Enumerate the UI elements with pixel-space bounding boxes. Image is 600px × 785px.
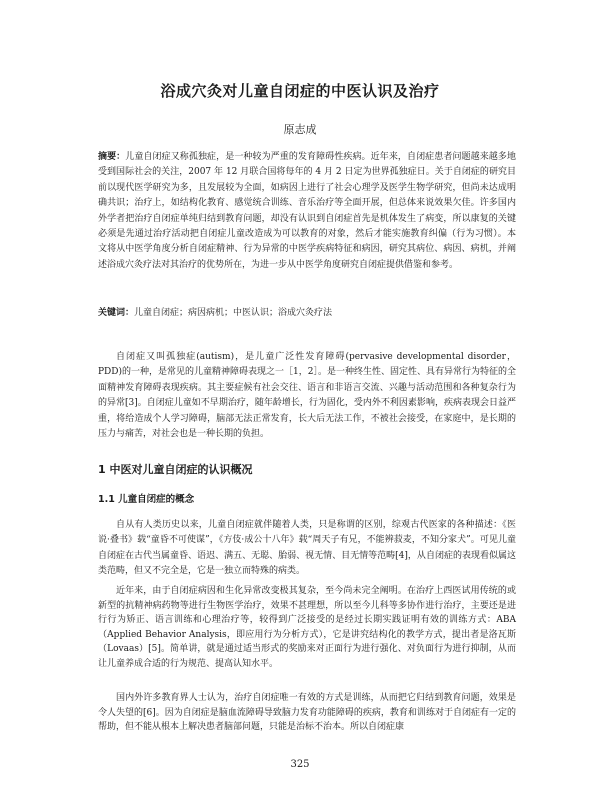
body-paragraph-3: 国内外许多教育界人士认为，治疗自闭症唯一有效的方式是训练，从而把它归结到教育问题，效果是令人失望的[6]。因为自闭症是脑血流障碍导致脑力发育功能障碍的疾病，教育和训练对于自闭症有一定的帮助，但不能从根本上解决患者脑部问题，只能是治标不治本。所以自闭症康: [98, 693, 516, 733]
keywords-label: 关键词：: [98, 308, 135, 318]
author-name: 原志成: [283, 123, 317, 136]
keywords: [98, 306, 516, 321]
body-paragraph-2: 近年来，由于自闭症病因和生化异常改变极其复杂，至今尚未完全阐明。在治疗上西医试用传统的或新型的抗精神病药物等进行生物医学治疗，效果不甚理想，所以至今儿科等多协作进行治疗，主要还是进行行为矫正、语言训练和心理治疗等，较得到广泛接受的是经过长期实践证明有效的训练方式：ABA（Applied Behavior Analysis，即应用行为分析方式），它是讲究结构化的教学方式，提出者是洛瓦斯（Lovaas）[5]。简单讲，就是通过适当形式的奖励来对正面行为进行强化、对负面行为进行抑制，从而让儿童养成合适的行为规范、提高认知水平。: [98, 586, 516, 669]
body-paragraph-1: 自从有人类历史以来，儿童自闭症就伴随着人类，只是称谓的区别，综观古代医家的各种描述：《医说·叠书》载“童昏不可使谋”，《方伎·成公十八年》载“周天子有兄，不能辨菽麦，不知分家犬”。可见儿童自闭症在古代当属童昏、语迟、满五、无聪、胎弱、视无情、目无情等范畴[4]，从自闭症的表现看似属这类范畴，但又不完全是，它是一独立而特殊的病类。: [98, 520, 516, 577]
abstract: [98, 150, 516, 273]
abstract-label: 摘要：: [98, 152, 126, 162]
keywords-text: 儿童自闭症；病因病机；中医认识；浴成穴灸疗法: [134, 308, 333, 318]
intro-paragraph: 自闭症又叫孤独症(autism)，是儿童广泛性发育障碍(pervasive developmental disorder，PDD)的一种，是常见的儿童精神障碍表现之一［1，2］。是一种终生性、固定性、具有异常行为特征的全面精神发育障碍表现疾病。其主要症候有社会交往、语言和非语言交流、兴趣与活动范围和各种复杂行为的异常[3]。自闭症儿童如不早期治疗，随年龄增长，行为固化，受内外不利因素影响，疾病表现会日益严重，将给造成个人学习障碍，脑部无法正常发育，长大后无法工作，不被社会接受，在家庭中，是长期的压力与痛苦，对社会也是一种长期的负担。: [98, 352, 516, 440]
page-number: 325: [290, 759, 310, 770]
article-title: 浴成穴灸对儿童自闭症的中医认识及治疗: [160, 82, 440, 100]
section-heading: 1 中医对儿童自闭症的认识概况: [98, 463, 253, 476]
subsection-heading: 1.1 儿童自闭症的概念: [98, 494, 195, 505]
abstract-text: 儿童自闭症又称孤独症，是一种较为严重的发育障碍性疾病。近年来，自闭症患者问题越来越多地受到国际社会的关注，2007 年 12 月联合国将每年的 4 月 2 日定为世界孤独症日。关于自闭症的研究目前以现代医学研究为多，且发展较为全面，如病因上进行了社会心理学及医学生物学研究，但尚未达成明确共识；治疗上，如结构化教育、感觉统合训练、音乐治疗等全面开展，但总体来说效果欠佳。许多国内外学者把治疗自闭症单纯归结到教育问题，却没有认识到自闭症首先是机体发生了病变，所以康复的关键必须是先通过治疗活动把自闭症儿童改造成为可以教育的对象，然后才能实施教育纠偏（行为习惯）。本文将从中医学角度分析自闭症精神、行为异常的中医学疾病特征和病因，研究其病位、病因、病机，并阐述浴成穴灸疗法对其治疗的优势所在，为进一步从中医学角度研究自闭症提供借鉴和参考。: [98, 152, 516, 270]
